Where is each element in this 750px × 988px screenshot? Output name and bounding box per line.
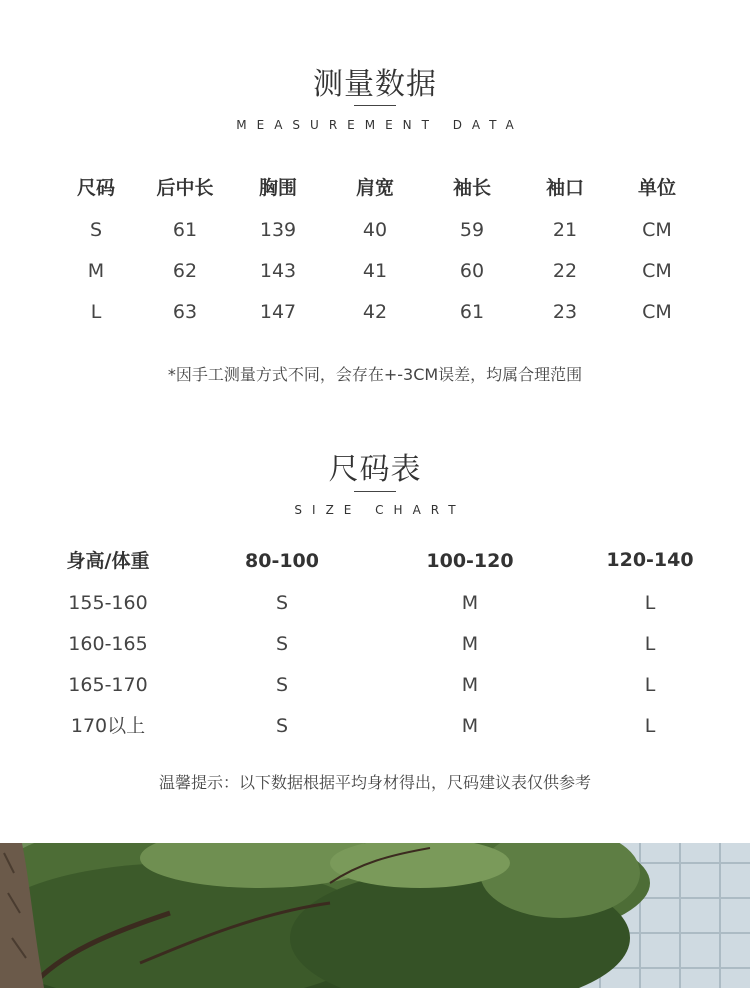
- measurement-cell: 21: [552, 219, 578, 241]
- measurement-cell: 143: [259, 260, 297, 282]
- size-chart-cell: S: [275, 592, 289, 614]
- product-photo: [0, 843, 750, 988]
- measurement-cell: 41: [362, 260, 388, 282]
- measurement-title: 测量数据: [313, 67, 437, 102]
- size-chart-header: 100-120: [426, 550, 514, 572]
- measurement-header: 肩宽: [355, 177, 395, 199]
- size-chart-cell: M: [461, 715, 479, 737]
- measurement-title-rule: [354, 105, 396, 106]
- measurement-cell: 62: [172, 260, 198, 282]
- measurement-cell: 23: [552, 301, 578, 323]
- size-chart-cell: L: [644, 592, 656, 614]
- measurement-header: 袖长: [452, 177, 492, 199]
- measurement-header: 后中长: [156, 177, 214, 199]
- size-chart-cell: M: [461, 592, 479, 614]
- size-chart-cell: L: [644, 674, 656, 696]
- measurement-cell: 147: [259, 301, 297, 323]
- measurement-cell: 59: [459, 219, 485, 241]
- size-chart-cell: L: [644, 715, 656, 737]
- size-chart-header: 身高/体重: [66, 550, 150, 572]
- size-chart-cell: 155-160: [68, 592, 148, 614]
- size-chart-header: 120-140: [606, 549, 694, 571]
- measurement-cell: 60: [459, 260, 485, 282]
- size-chart-cell: M: [461, 674, 479, 696]
- measurement-cell: 139: [259, 219, 297, 241]
- measurement-header: 胸围: [258, 177, 298, 199]
- trees-building-illustration: [0, 843, 750, 988]
- measurement-cell: M: [87, 260, 105, 282]
- size-chart-cell: S: [275, 633, 289, 655]
- size-chart-cell: M: [461, 633, 479, 655]
- size-chart-cell: 165-170: [68, 674, 148, 696]
- size-chart-title-rule: [354, 491, 396, 492]
- measurement-cell: 61: [459, 301, 485, 323]
- measurement-header: 袖口: [545, 177, 585, 199]
- measurement-cell: 63: [172, 301, 198, 323]
- measurement-cell: CM: [642, 301, 672, 323]
- measurement-cell: 22: [552, 260, 578, 282]
- size-chart-cell: 160-165: [68, 633, 148, 655]
- size-chart-cell: S: [275, 674, 289, 696]
- size-chart-title: 尺码表: [328, 452, 422, 487]
- measurement-header: 尺码: [76, 177, 116, 199]
- size-chart-cell: L: [644, 633, 656, 655]
- measurement-cell: S: [89, 219, 103, 241]
- measurement-subtitle: MEASUREMENT DATA: [236, 118, 524, 132]
- size-chart-cell: S: [275, 715, 289, 737]
- measurement-cell: 61: [172, 219, 198, 241]
- measurement-cell: CM: [642, 260, 672, 282]
- size-chart-subtitle: SIZE CHART: [294, 503, 466, 517]
- measurement-note: *因手工测量方式不同，会存在+-3CM误差，均属合理范围: [167, 365, 583, 384]
- measurement-cell: 42: [362, 301, 388, 323]
- measurement-cell: 40: [362, 219, 388, 241]
- size-chart-note: 温馨提示：以下数据根据平均身材得出，尺码建议表仅供参考: [158, 773, 591, 792]
- size-chart-cell: 170以上: [70, 715, 146, 737]
- size-chart-header: 80-100: [245, 550, 319, 572]
- measurement-cell: L: [90, 301, 102, 323]
- measurement-header: 单位: [637, 177, 677, 199]
- measurement-cell: CM: [642, 219, 672, 241]
